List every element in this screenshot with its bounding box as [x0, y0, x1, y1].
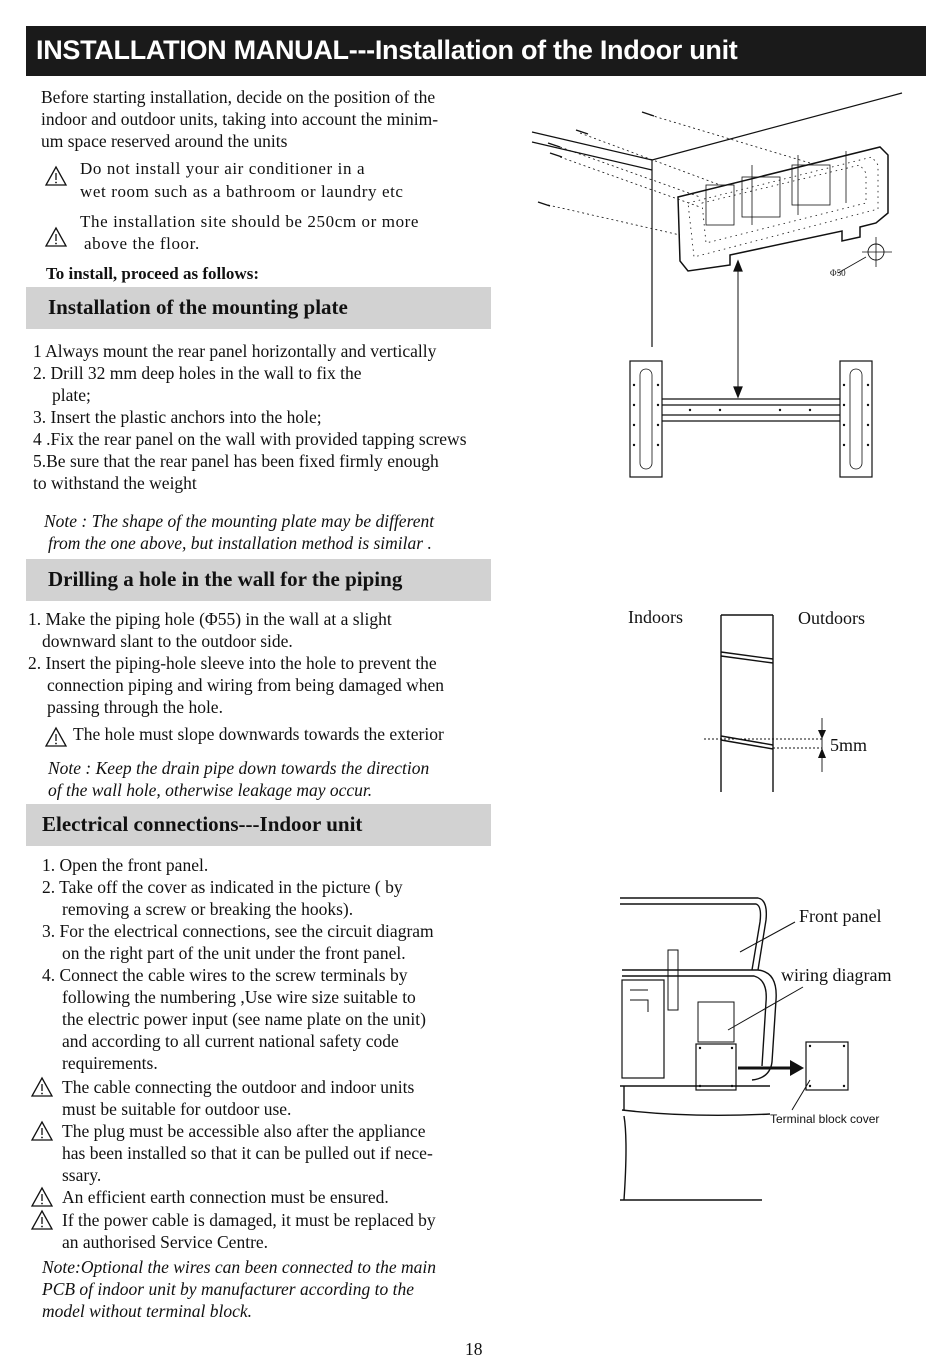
slope-label: 5mm [830, 735, 868, 755]
page-title: INSTALLATION MANUAL---Installation of the Indoor unit [36, 35, 738, 65]
warning-text: an authorised Service Centre. [62, 1232, 269, 1252]
note-line: Note:Optional the wires can been connected to the main [42, 1257, 436, 1277]
wall-hole-figure [700, 610, 840, 800]
step-line: 3. For the electrical connections, see the circuit diagram [42, 921, 434, 941]
warning-text: Do not install your air conditioner in a [80, 159, 366, 178]
indoor-unit-figure [610, 890, 910, 1210]
step-line: the electric power input (see name plate on the unit) [62, 1009, 426, 1029]
warning-text: wet room such as a bathroom or laundry etc [80, 182, 404, 201]
note-line: Note : Keep the drain pipe down towards the direction [48, 758, 430, 778]
step-line: 3. Insert the plastic anchors into the hole; [33, 407, 322, 427]
step-line: on the right part of the unit under the front panel. [62, 943, 406, 963]
warning-icon [44, 226, 68, 248]
step-line: 1. Open the front panel. [42, 855, 209, 875]
step-line: connection piping and wiring from being damaged when [47, 675, 445, 695]
section-heading-bar [26, 804, 491, 846]
note-line: from the one above, but installation method is similar . [48, 533, 432, 553]
warning-icon [30, 1186, 56, 1208]
step-line: passing through the hole. [47, 697, 223, 717]
step-line: plate; [52, 385, 91, 405]
section-heading-bar [26, 559, 491, 601]
step-line: 2. Drill 32 mm deep holes in the wall to fix the [33, 363, 362, 383]
warning-text: ssary. [62, 1165, 102, 1185]
outdoors-label: Outdoors [798, 608, 865, 628]
section-heading: Drilling a hole in the wall for the piping [48, 567, 403, 591]
section-heading: Electrical connections---Indoor unit [42, 812, 363, 836]
page-title-bar [26, 26, 926, 76]
section-heading: Installation of the mounting plate [48, 295, 348, 319]
step-line: 4. Connect the cable wires to the screw terminals by [42, 965, 408, 985]
step-line: removing a screw or breaking the hooks). [62, 899, 354, 919]
warning-text: must be suitable for outdoor use. [62, 1099, 292, 1119]
proceed-label: To install, proceed as follows: [46, 264, 259, 283]
warning-icon [44, 165, 68, 187]
intro-line: um space reserved around the units [41, 131, 288, 151]
note-line: PCB of indoor unit by manufacturer according to the [42, 1279, 414, 1299]
warning-text: has been installed so that it can be pulled out if nece- [62, 1143, 433, 1163]
warning-text: The installation site should be 250cm or more [80, 212, 420, 231]
step-line: 1. Make the piping hole (Φ55) in the wall at a slight [28, 609, 392, 629]
note-line: model without terminal block. [42, 1301, 252, 1321]
warning-icon [30, 1076, 56, 1098]
warning-text: The hole must slope downwards towards the exterior [73, 724, 444, 744]
intro-line: Before starting installation, decide on the position of the [41, 87, 436, 107]
warning-icon [30, 1120, 56, 1142]
step-line: requirements. [62, 1053, 158, 1073]
warning-text: The plug must be accessible also after the appliance [62, 1121, 426, 1141]
mounting-plate-figure [520, 85, 930, 485]
hole-diameter-label: Φ50 [830, 268, 846, 278]
section-heading-bar [26, 287, 491, 329]
step-line: 2. Take off the cover as indicated in the picture ( by [42, 877, 403, 897]
step-line: and according to all current national safety code [62, 1031, 399, 1051]
warning-icon [30, 1209, 56, 1231]
page-number: 18 [465, 1339, 483, 1359]
terminal-cover-label: Terminal block cover [770, 1112, 880, 1126]
note-line: of the wall hole, otherwise leakage may occur. [48, 780, 373, 800]
warning-text: If the power cable is damaged, it must be replaced by [62, 1210, 436, 1230]
step-line: 1 Always mount the rear panel horizontally and vertically [33, 341, 437, 361]
step-line: 2. Insert the piping-hole sleeve into the hole to prevent the [28, 653, 437, 673]
intro-line: indoor and outdoor units, taking into account the minim- [41, 109, 439, 129]
step-line: following the numbering ,Use wire size suitable to [62, 987, 416, 1007]
step-line: 4 .Fix the rear panel on the wall with provided tapping screws [33, 429, 467, 449]
warning-text: An efficient earth connection must be ensured. [62, 1187, 389, 1207]
indoors-label: Indoors [628, 607, 683, 627]
note-line: Note : The shape of the mounting plate may be different [44, 511, 435, 531]
warning-icon [44, 726, 70, 748]
step-line: to withstand the weight [33, 473, 197, 493]
warning-text: The cable connecting the outdoor and indoor units [62, 1077, 415, 1097]
front-panel-label: Front panel [799, 906, 882, 926]
step-line: downward slant to the outdoor side. [42, 631, 293, 651]
warning-text: above the floor. [84, 234, 200, 253]
wiring-diagram-label: wiring diagram [781, 965, 892, 985]
step-line: 5.Be sure that the rear panel has been fixed firmly enough [33, 451, 439, 471]
